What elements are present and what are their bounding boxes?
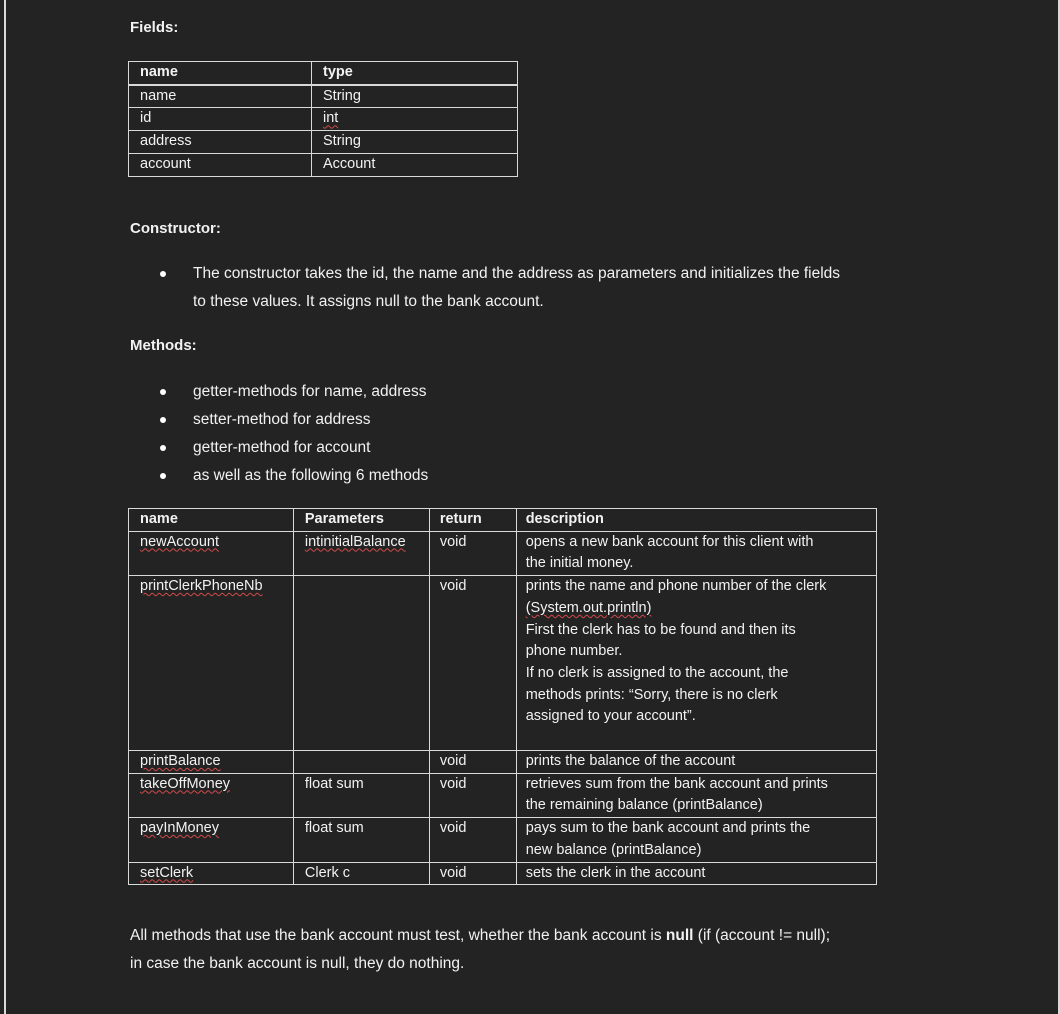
table-header-row <box>129 509 877 532</box>
method-params: float sum <box>293 818 429 862</box>
method-return: void <box>429 751 516 774</box>
field-name: id <box>129 108 312 131</box>
note-text-line2: in case the bank account is null, they do nothing. <box>130 955 465 972</box>
description-line: the initial money. <box>525 555 634 572</box>
list-item <box>155 260 840 316</box>
bullet-icon <box>160 389 166 395</box>
constructor-bullet-list <box>155 260 840 316</box>
column-header-name: name <box>129 509 294 532</box>
method-params <box>293 531 429 575</box>
description-line: If no clerk is assigned to the account, the <box>525 664 789 681</box>
constructor-text-line2: to these values. It assigns null to the bank account. <box>193 293 544 310</box>
null-check-note <box>130 922 950 978</box>
column-header-type: type <box>312 62 518 85</box>
list-item-text: getter-methods for name, address <box>193 383 427 400</box>
field-type-text: int <box>323 110 339 127</box>
table-header-row <box>129 62 518 85</box>
table-row <box>129 85 518 108</box>
methods-bullet-list <box>155 378 428 490</box>
list-item <box>155 406 428 434</box>
column-header-parameters: Parameters <box>293 509 429 532</box>
constructor-heading: Constructor: <box>130 220 221 237</box>
fields-table <box>128 61 518 177</box>
table-row <box>129 108 518 131</box>
fields-heading: Fields: <box>130 19 179 36</box>
column-header-name: name <box>129 62 312 85</box>
list-item <box>155 462 428 490</box>
field-name: account <box>129 153 312 176</box>
page-border-left <box>4 0 6 1014</box>
method-return: void <box>429 862 516 885</box>
list-item <box>155 378 428 406</box>
note-text-part1: All methods that use the bank account must test, whether the bank account is <box>130 927 666 944</box>
field-type <box>312 108 518 131</box>
methods-heading: Methods: <box>130 337 197 354</box>
description-line: prints the name and phone number of the clerk <box>525 578 827 595</box>
field-name: address <box>129 131 312 154</box>
table-row <box>129 818 877 862</box>
method-params-text: intinitialBalance <box>304 533 406 550</box>
method-return: void <box>429 531 516 575</box>
methods-table <box>128 508 877 885</box>
bullet-icon <box>160 473 166 479</box>
bullet-icon <box>160 445 166 451</box>
list-item-text: getter-method for account <box>193 439 371 456</box>
method-name <box>129 818 294 862</box>
method-name-text: setClerk <box>140 864 194 881</box>
method-description <box>516 773 876 817</box>
list-item <box>155 434 428 462</box>
method-name <box>129 773 294 817</box>
method-params: float sum <box>293 773 429 817</box>
description-line: sets the clerk in the account <box>525 864 706 881</box>
method-name <box>129 751 294 774</box>
column-header-description: description <box>516 509 876 532</box>
field-type: String <box>312 85 518 108</box>
method-description <box>516 751 876 774</box>
description-line: pays sum to the bank account and prints the <box>525 820 811 837</box>
bullet-icon <box>160 417 166 423</box>
description-line: methods prints: “Sorry, there is no clerk <box>525 686 778 703</box>
column-header-return: return <box>429 509 516 532</box>
field-type: Account <box>312 153 518 176</box>
table-row <box>129 531 877 575</box>
description-line: assigned to your account”. <box>525 708 696 725</box>
method-name <box>129 576 294 751</box>
constructor-text-line1: The constructor takes the id, the name and the address as parameters and initializes the fields <box>193 265 841 282</box>
list-item-text: setter-method for address <box>193 411 371 428</box>
table-row <box>129 153 518 176</box>
field-type: String <box>312 131 518 154</box>
field-name: name <box>129 85 312 108</box>
method-name-text: printBalance <box>140 753 221 770</box>
bullet-icon <box>160 271 166 277</box>
note-text-part2: (if (account != null); <box>693 927 831 944</box>
description-line: the remaining balance (printBalance) <box>525 797 763 814</box>
method-name-text: payInMoney <box>140 820 219 837</box>
method-params <box>293 751 429 774</box>
method-return: void <box>429 773 516 817</box>
table-row <box>129 576 877 751</box>
method-params <box>293 576 429 751</box>
description-line: phone number. <box>525 643 623 660</box>
method-name <box>129 531 294 575</box>
method-description <box>516 531 876 575</box>
method-description <box>516 818 876 862</box>
list-item-text: as well as the following 6 methods <box>193 467 429 484</box>
description-line: new balance (printBalance) <box>525 841 702 858</box>
note-text-bold: null <box>665 927 694 944</box>
description-line: retrieves sum from the bank account and prints <box>525 775 828 792</box>
table-row <box>129 751 877 774</box>
description-line: First the clerk has to be found and then its <box>525 621 796 638</box>
table-row <box>129 773 877 817</box>
method-description <box>516 862 876 885</box>
method-description <box>516 576 876 751</box>
description-line: opens a new bank account for this client with <box>525 533 814 550</box>
table-row <box>129 862 877 885</box>
method-name <box>129 862 294 885</box>
method-name-text: printClerkPhoneNb <box>140 578 263 595</box>
method-name-text: takeOffMoney <box>140 775 231 792</box>
method-params: Clerk c <box>293 862 429 885</box>
method-name-text: newAccount <box>140 533 219 550</box>
method-return: void <box>429 818 516 862</box>
description-line: prints the balance of the account <box>525 753 736 770</box>
table-row <box>129 131 518 154</box>
description-line: (System.out.println) <box>525 599 652 616</box>
method-return: void <box>429 576 516 751</box>
